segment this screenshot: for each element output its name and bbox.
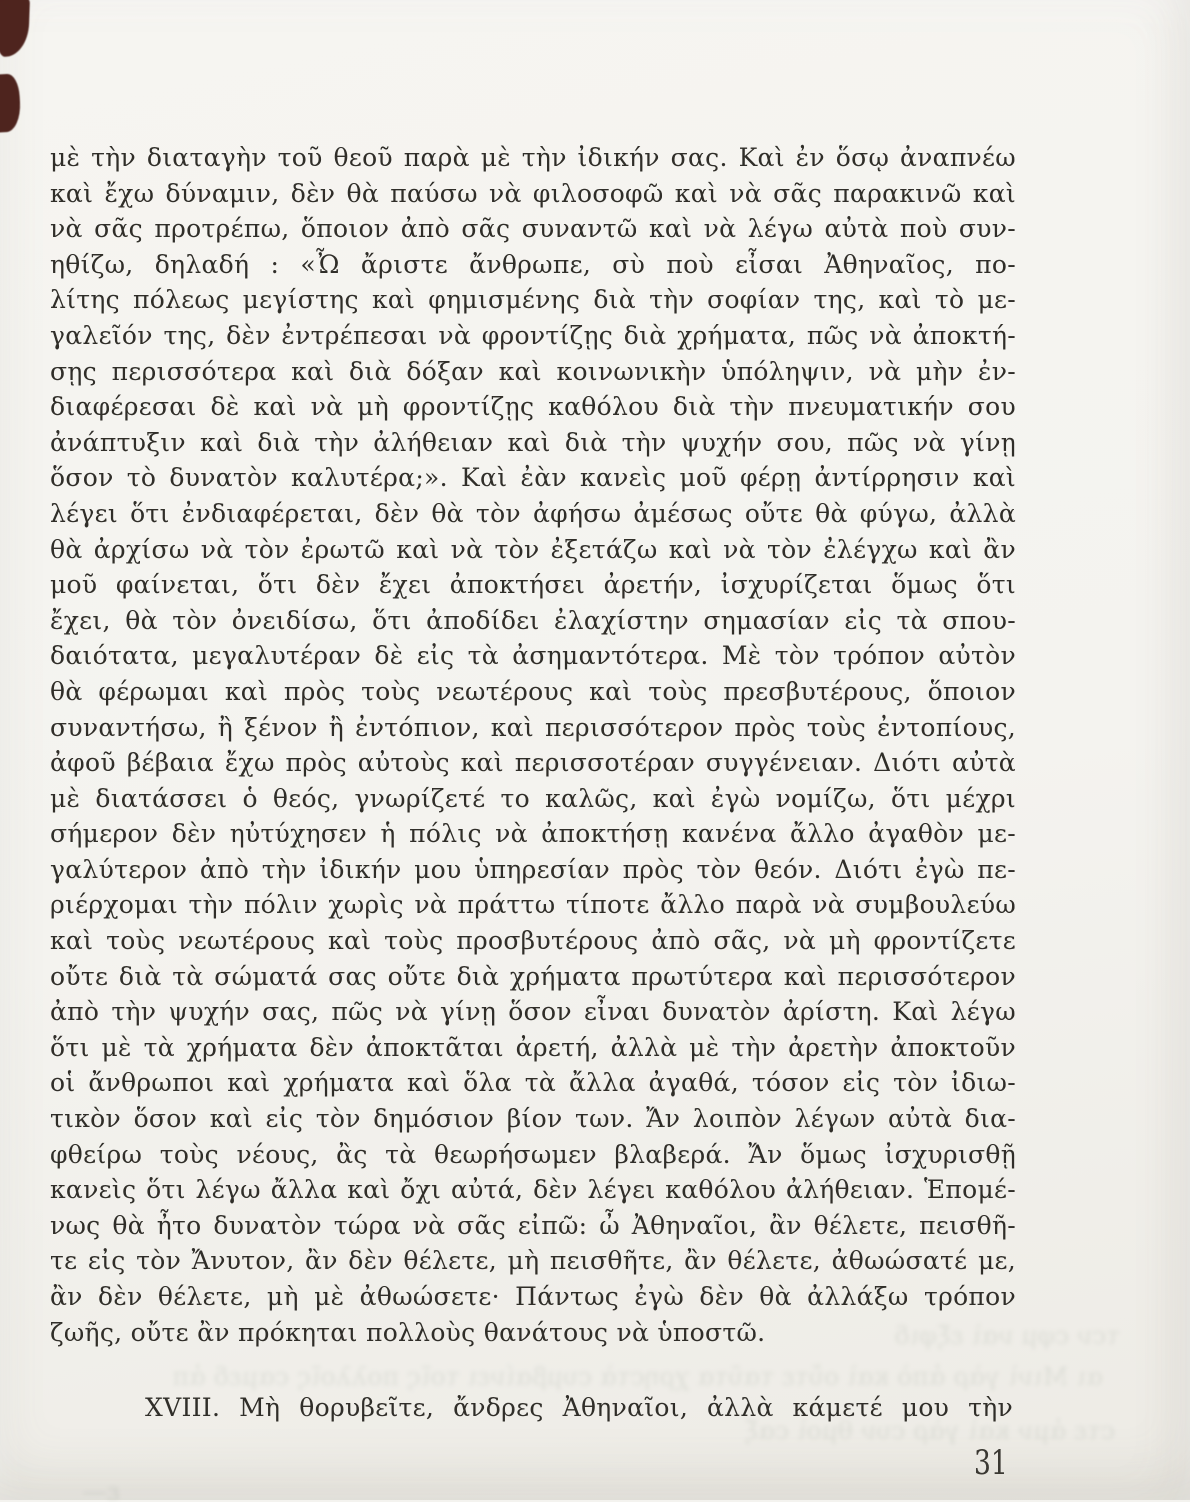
text-line: διαφέρεσαι δὲ καὶ νὰ μὴ φροντίζῃς καθόλου διὰ τὴν πνευματικήν σου: [50, 392, 1016, 422]
text-line: φθείρω τοὺς νέους, ἂς τὰ θεωρήσωμεν βλαβερά. Ἄν ὅμως ἰσχυρισθῇ: [50, 1139, 1016, 1169]
text-line: σῃς περισσότερα καὶ διὰ δόξαν καὶ κοινωνικὴν ὑπόληψιν, νὰ μὴν ἐν-: [50, 356, 1016, 386]
text-line: λίτης πόλεως μεγίστης καὶ φημισμένης διὰ τὴν σοφίαν της, καὶ τὸ με-: [50, 285, 1016, 315]
text-line: ἀπὸ τὴν ψυχήν σας, πῶς νὰ γίνῃ ὅσον εἶναι δυνατὸν ἀρίστη. Καὶ λέγω: [50, 997, 1016, 1027]
text-line: ηθίζω, δηλαδή : «Ὦ ἄριστε ἄνθρωπε, σὺ ποὺ εἶσαι Ἀθηναῖος, πο-: [50, 249, 1016, 279]
text-line: γαλεῖόν της, δὲν ἐντρέπεσαι νὰ φροντίζῃς διὰ χρήματα, πῶς νὰ ἀποκτή-: [50, 320, 1016, 350]
paragraph-xviii: XVIII. Μὴ θορυβεῖτε, ἄνδρες Ἀθηναῖοι, ἀλλὰ κάμετέ μου τὴν: [145, 1393, 1013, 1422]
scan-ink-mark-top-left: [0, 0, 30, 58]
text-line: τικὸν ὅσον καὶ εἰς τὸν δημόσιον βίον των. Ἄν λοιπὸν λέγων αὐτὰ δια-: [50, 1104, 1016, 1134]
text-line: γαλύτερον ἀπὸ τὴν ἰδικήν μου ὑπηρεσίαν πρὸς τὸν θεόν. Διότι ἐγὼ πε-: [50, 854, 1016, 884]
text-line: ζωῆς, οὔτε ἂν πρόκηται πολλοὺς θανάτους νὰ ὑποστῶ.: [50, 1317, 766, 1347]
text-line: μοῦ φαίνεται, ὅτι δὲν ἔχει ἀποκτήσει ἀρετήν, ἰσχυρίζεται ὅμως ὅτι: [50, 570, 1016, 600]
text-line: μὲ διατάσσει ὁ θεός, γνωρίζετέ το καλῶς, καὶ ἐγὼ νομίζω, ὅτι μέχρι: [50, 783, 1016, 813]
text-line: θὰ ἀρχίσω νὰ τὸν ἐρωτῶ καὶ νὰ τὸν ἐξετάζω καὶ νὰ τὸν ἐλέγχω καὶ ἂν: [50, 534, 1016, 564]
text-line: θὰ φέρωμαι καὶ πρὸς τοὺς νεωτέρους καὶ τοὺς πρεσβυτέρους, ὅποιον: [50, 676, 1016, 706]
text-line: νὰ σᾶς προτρέπω, ὅποιον ἀπὸ σᾶς συναντῶ καὶ νὰ λέγω αὐτὰ ποὺ συν-: [50, 214, 1016, 244]
scan-ink-mark-left: [0, 73, 22, 132]
text-line: ὅτι μὲ τὰ χρήματα δὲν ἀποκτᾶται ἀρετή, ἀλλὰ μὲ τὴν ἀρετὴν ἀποκτοῦν: [50, 1032, 1016, 1062]
showthrough-ghost-line: αι Μινὶ γὰρ ἀπὸ καὶ οὔτε ταῦτα χρηϲτὰ ϲυμβαίνει τοῖς πολλοῖς ϲαμεδ ἀπ: [172, 1363, 1103, 1391]
text-line: ἂν δὲν θέλετε, μὴ μὲ ἀθωώσετε· Πάντως ἐγὼ δὲν θὰ ἀλλάξω τρόπον: [50, 1282, 1016, 1311]
text-line: ἔχει, θὰ τὸν ὀνειδίσω, ὅτι ἀποδίδει ἐλαχίστην σημασίαν εἰς τὰ σπου-: [50, 605, 1016, 635]
text-line: κανεὶς ὅτι λέγω ἄλλα καὶ ὄχι αὐτά, δὲν λέγει καθόλου ἀλήθειαν. Ἑπομέ-: [50, 1175, 1016, 1205]
text-line: ὅσον τὸ δυνατὸν καλυτέρα;». Καὶ ἐὰν κανεὶς μοῦ φέρῃ ἀντίρρησιν καὶ: [50, 463, 1016, 493]
text-line: νως θὰ ἦτο δυνατὸν τώρα νὰ σᾶς εἰπῶ: ὦ Ἀθηναῖοι, ἂν θέλετε, πεισθῆ-: [50, 1210, 1016, 1240]
text-line: δαιότατα, μεγαλυτέραν δὲ εἰς τὰ ἀσημαντότερα. Μὲ τὸν τρόπον αὐτὸν: [50, 641, 1016, 671]
showthrough-ghost-line: ϲτε ἀμν καὶ γὰρ ϲυν θμοὶ ϲαξ: [744, 1417, 1115, 1445]
text-line: ἀνάπτυξιν καὶ διὰ τὴν ἀλήθειαν καὶ διὰ τὴν ψυχήν σου, πῶς νὰ γίνῃ: [50, 427, 1016, 457]
text-line: οἱ ἄνθρωποι καὶ χρήματα καὶ ὅλα τὰ ἄλλα ἀγαθά, τόσον εἰς τὸν ἰδιω-: [50, 1068, 1016, 1098]
text-line: λέγει ὅτι ἐνδιαφέρεται, δὲν θὰ τὸν ἀφήσω ἀμέσως οὔτε θὰ φύγω, ἀλλὰ: [50, 498, 1016, 528]
text-line: καὶ ἔχω δύναμιν, δὲν θὰ παύσω νὰ φιλοσοφῶ καὶ νὰ σᾶς παρακινῶ καὶ: [50, 178, 1016, 208]
text-line: μὲ τὴν διαταγὴν τοῦ θεοῦ παρὰ μὲ τὴν ἰδικήν σας. Καὶ ἐν ὅσῳ ἀναπνέω: [50, 143, 1016, 172]
text-line: ἀφοῦ βέβαια ἔχω πρὸς αὐτοὺς καὶ περισσοτέραν συγγένειαν. Διότι αὐτὰ: [50, 748, 1016, 778]
showthrough-ghost-line: ε—: [82, 1478, 120, 1502]
showthrough-ghost-line: τϲν ϲφμ ναὶ εξφιδ: [894, 1322, 1120, 1350]
main-paragraph: [50, 140, 1016, 1350]
page-number: 31: [974, 1443, 1008, 1483]
text-line: συναντήσω, ἢ ξένον ἢ ἐντόπιον, καὶ περισσότερον πρὸς τοὺς ἐντοπίους,: [50, 712, 1016, 742]
text-line: τε εἰς τὸν Ἄνυτον, ἂν δὲν θέλετε, μὴ πεισθῆτε, ἂν θέλετε, ἀθωώσατέ με,: [50, 1246, 1016, 1276]
text-line: καὶ τοὺς νεωτέρους καὶ τοὺς προσβυτέρους ἀπὸ σᾶς, νὰ μὴ φροντίζετε: [50, 926, 1016, 956]
text-line: οὔτε διὰ τὰ σώματά σας οὔτε διὰ χρήματα πρωτύτερα καὶ περισσότερον: [50, 961, 1016, 991]
text-line: σήμερον δὲν ηὐτύχησεν ἡ πόλις νὰ ἀποκτήσῃ κανένα ἄλλο ἀγαθὸν με-: [50, 819, 1016, 849]
text-line: ριέρχομαι τὴν πόλιν χωρὶς νὰ πράττω τίποτε ἄλλο παρὰ νὰ συμβουλεύω: [50, 890, 1016, 920]
